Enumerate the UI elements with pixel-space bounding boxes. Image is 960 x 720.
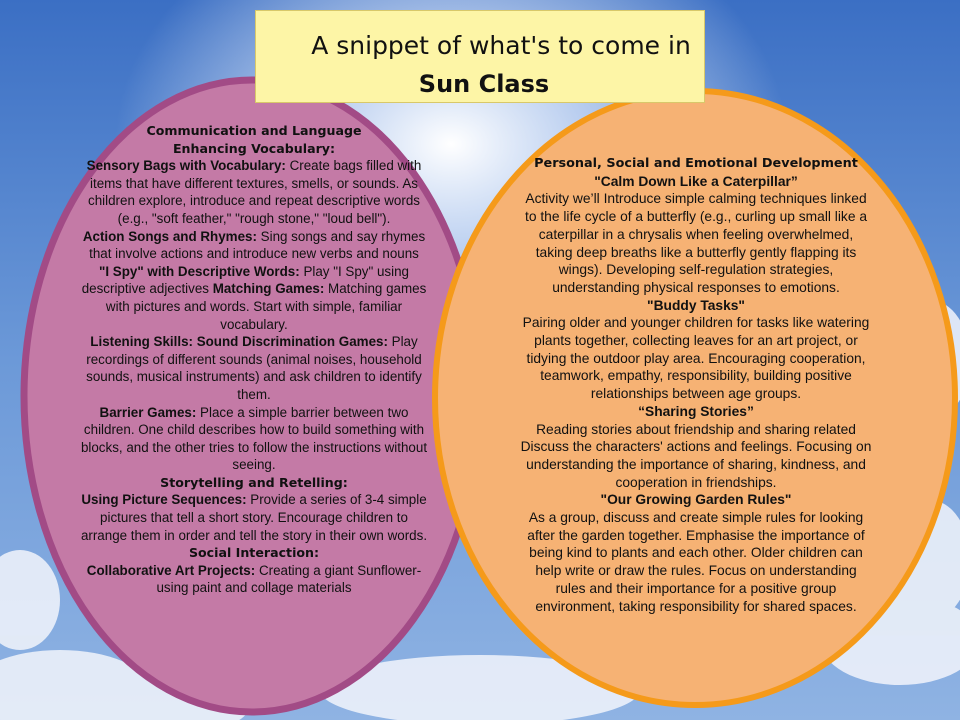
left-item-barrier-games <box>80 404 428 474</box>
item-text-2: Matching games with pictures and words. Start with simple, familiar vocabulary. <box>105 281 427 332</box>
left-item-i-spy <box>80 263 428 333</box>
item-text: Provide a series of 3-4 simple pictures that tell a short story. Encourage children to arrange them in order and tell the story in their own words. <box>80 492 428 543</box>
item-label: Listening Skills: Sound Discrimination Games: <box>90 334 388 350</box>
item-label: Barrier Games: <box>99 404 197 420</box>
left-heading-2: Enhancing Vocabulary: <box>172 140 336 156</box>
section-body-sharing: Reading stories about friendship and sharing related Discuss the characters' actions and feelings. Focusing on understanding the importance of sharing, kindness, and cooperation in friendships. <box>520 421 872 490</box>
right-heading: Personal, Social and Emotional Development <box>534 156 858 171</box>
communication-language-panel <box>80 122 428 597</box>
section-title: "Calm Down Like a Caterpillar” <box>594 173 798 189</box>
item-text: Place a simple barrier between two children. One child describes how to build something with blocks, and the other tries to follow the instructions without seeing. <box>80 404 428 473</box>
item-label: Sensory Bags with Vocabulary: <box>86 158 286 174</box>
section-title: "Buddy Tasks" <box>647 297 745 313</box>
section-body-caterpillar: Activity we’ll Introduce simple calming techniques linked to the life cycle of a butterfly (e.g., curling up small like a caterpillar in a chrysalis when feeling overwhelmed, taking deep breaths like a butterfly gently flapping its wings). Developing self-regulation strategies, understanding physical responses to emotions. <box>524 191 867 295</box>
left-item-listening <box>80 333 428 403</box>
item-label-2: Matching Games: <box>212 281 325 297</box>
item-text: Create bags filled with items that have different textures, smells, or sounds. As children explore, introduce and repeat descriptive words (e.g., "soft feather," "rough stone," "loud bell"). <box>88 158 422 226</box>
item-label: Collaborative Art Projects: <box>86 562 256 578</box>
section-body-buddy: Pairing older and younger children for tasks like watering plants together, collecting leaves for an art project, or tidying the outdoor play area. Encouraging cooperation, teamwork, empathy, responsibility, building positive relationships between age groups. <box>522 315 870 402</box>
psed-panel <box>520 155 872 615</box>
section-body-garden: As a group, discuss and create simple rules for looking after the garden together. Emphasise the importance of being kind to plants and each other. Older children can help write or draw the rules. Focus on understanding rules and their importance for a positive group environment, taking responsibility for shared spaces. <box>527 510 865 614</box>
item-label: "I Spy" with Descriptive Words: <box>99 263 300 279</box>
left-item-sensory-bags <box>80 157 428 227</box>
item-text: Play "I Spy" using descriptive adjectives <box>81 263 409 297</box>
item-label: Using Picture Sequences: <box>81 492 247 508</box>
left-heading-1: Communication and Language <box>146 123 362 138</box>
item-text: Play recordings of different sounds (animal noises, household sounds, musical instruments) and ask children to identify them. <box>86 334 422 402</box>
title-line1: A snippet of what's to come in <box>311 31 691 60</box>
left-item-action-songs <box>80 228 428 263</box>
section-title: “Sharing Stories” <box>638 403 754 419</box>
title-line2: Sun Class <box>418 70 550 98</box>
section-title-garden <box>520 491 872 509</box>
left-item-picture-sequences <box>80 491 428 544</box>
section-title: "Our Growing Garden Rules" <box>600 492 792 508</box>
section-title-buddy <box>520 297 872 315</box>
left-item-art-projects <box>80 562 428 597</box>
left-heading-3: Storytelling and Retelling: <box>160 474 348 490</box>
item-label: Action Songs and Rhymes: <box>82 228 257 244</box>
item-text: Sing songs and say rhymes that involve actions and introduce new verbs and nouns <box>89 228 426 262</box>
section-title-caterpillar <box>520 173 872 191</box>
section-title-sharing <box>520 403 872 421</box>
title-box <box>255 10 705 103</box>
item-text: Creating a giant Sunflower- using paint and collage materials <box>156 562 422 596</box>
left-heading-4: Social Interaction: <box>188 545 320 561</box>
